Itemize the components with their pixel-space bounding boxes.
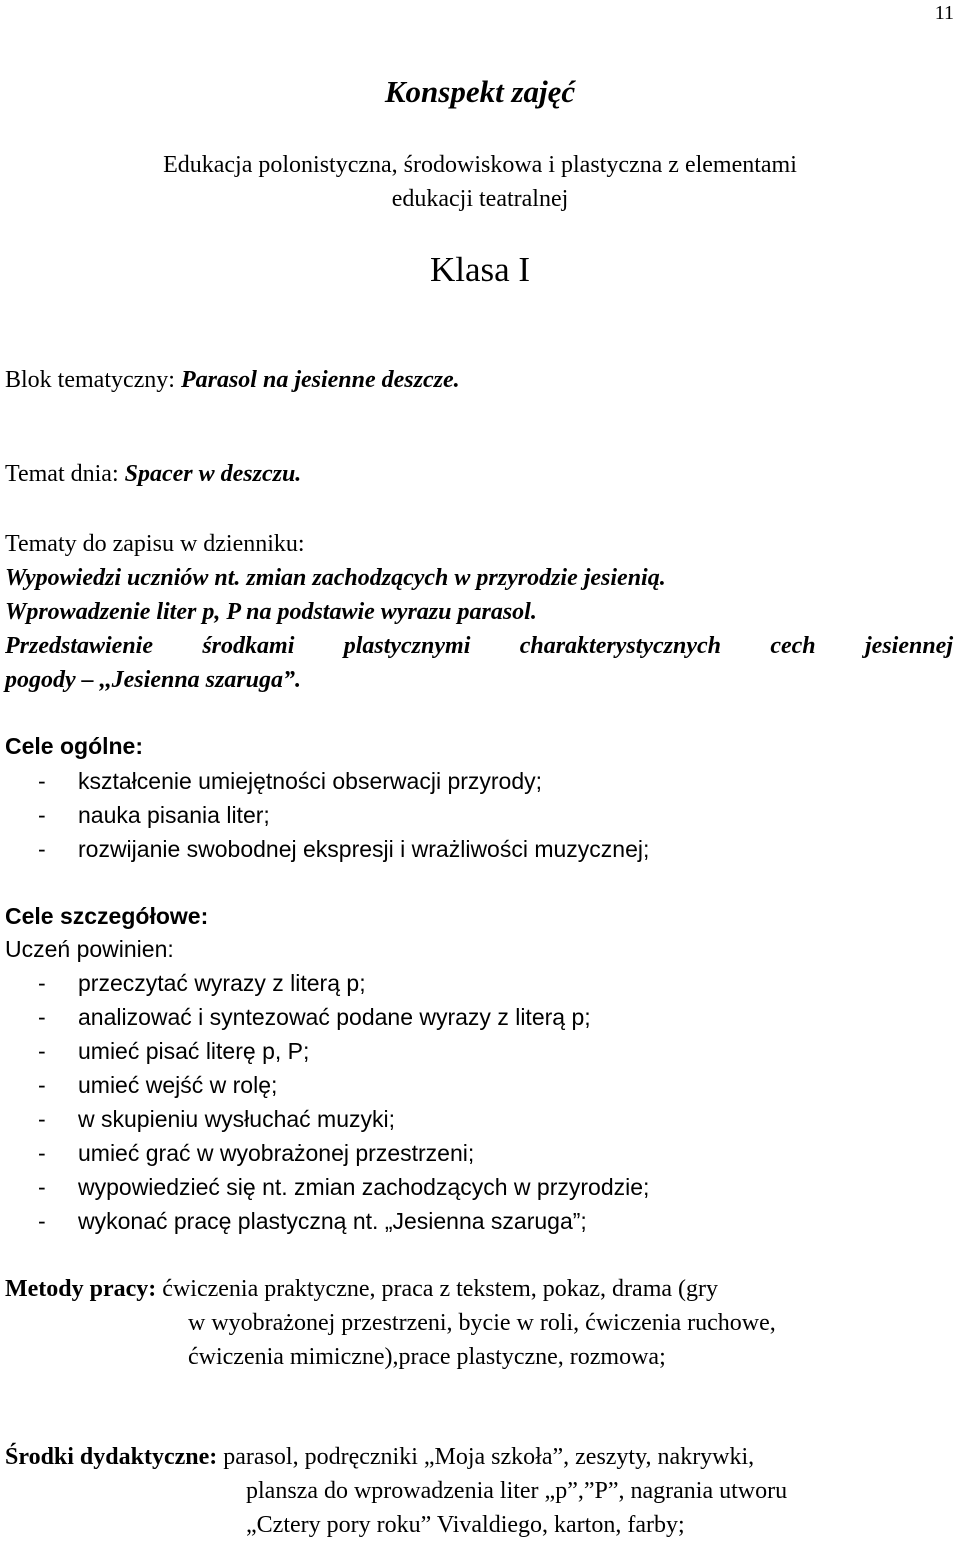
thematic-block xyxy=(5,367,460,394)
thematic-block-label: Blok tematyczny: xyxy=(5,367,181,393)
topic-label: Temat dnia: xyxy=(5,461,125,487)
topic-value: Spacer w deszczu. xyxy=(124,461,302,487)
list-item: - umieć pisać literę p, P; xyxy=(38,1038,310,1064)
list-item: - wypowiedzieć się nt. zmian zachodzących w przyrodzie; xyxy=(38,1174,650,1200)
resources-line-2: plansza do wprowadzenia liter „p”,”P”, nagrania utworu xyxy=(246,1478,788,1504)
list-item: - nauka pisania liter; xyxy=(38,802,270,828)
list-item: - przeczytać wyrazy z literą p; xyxy=(38,970,366,996)
list-item: - kształcenie umiejętności obserwacji przyrody; xyxy=(38,768,543,794)
list-item: - umieć grać w wyobrażonej przestrzeni; xyxy=(38,1140,475,1166)
list-item: - analizować i syntezować podane wyrazy z literą p; xyxy=(38,1004,591,1030)
resources-label: Środki dydaktyczne: xyxy=(5,1444,218,1470)
journal-topics-label: Tematy do zapisu w dzienniku: xyxy=(5,531,305,557)
list-item: - wykonać pracę plastyczną nt. „Jesienna szaruga”; xyxy=(38,1208,587,1234)
journal-topic-2: Wprowadzenie liter p, P na podstawie wyrazu parasol. xyxy=(5,599,537,625)
methods-label: Metody pracy: xyxy=(5,1276,157,1302)
list-item: - rozwijanie swobodnej ekspresji i wrażliwości muzycznej; xyxy=(38,836,650,862)
methods-line-3: ćwiczenia mimiczne),prace plastyczne, rozmowa; xyxy=(188,1344,666,1370)
list-item: - umieć wejść w rolę; xyxy=(38,1072,278,1098)
resources-line-1: Środki dydaktyczne: parasol, podręczniki „Moja szkoła”, zeszyty, nakrywki, xyxy=(5,1444,755,1470)
detailed-goals-intro: Uczeń powinien: xyxy=(5,936,174,962)
journal-topic-1: Wypowiedzi uczniów nt. zmian zachodzących w przyrodzie jesienią. xyxy=(5,565,666,591)
topic-of-day xyxy=(5,461,301,488)
thematic-block-value: Parasol na jesienne deszcze. xyxy=(180,367,460,393)
page-number: 11 xyxy=(934,2,954,24)
methods-line-1: Metody pracy: ćwiczenia praktyczne, praca z tekstem, pokaz, drama (gry xyxy=(5,1276,718,1302)
journal-topic-3-continued: pogody – ,,Jesienna szaruga”. xyxy=(5,667,302,693)
detailed-goals-heading: Cele szczegółowe: xyxy=(5,903,209,929)
subtitle-line-2: edukacji teatralnej xyxy=(391,186,569,212)
document-title: Konspekt zajęć xyxy=(384,74,576,109)
methods-line-2: w wyobrażonej przestrzeni, bycie w roli, ćwiczenia ruchowe, xyxy=(188,1310,776,1336)
resources-line-3: „Cztery pory roku” Vivaldiego, karton, farby; xyxy=(246,1512,685,1538)
subtitle-line-1: Edukacja polonistyczna, środowiskowa i plastyczna z elementami xyxy=(163,152,797,178)
class-label: Klasa I xyxy=(429,250,531,289)
journal-topic-3: Przedstawienie środkami plastycznymi charakterystycznych cech jesiennej xyxy=(5,633,953,659)
general-goals-heading: Cele ogólne: xyxy=(5,733,144,759)
list-item: - w skupieniu wysłuchać muzyki; xyxy=(38,1106,396,1132)
